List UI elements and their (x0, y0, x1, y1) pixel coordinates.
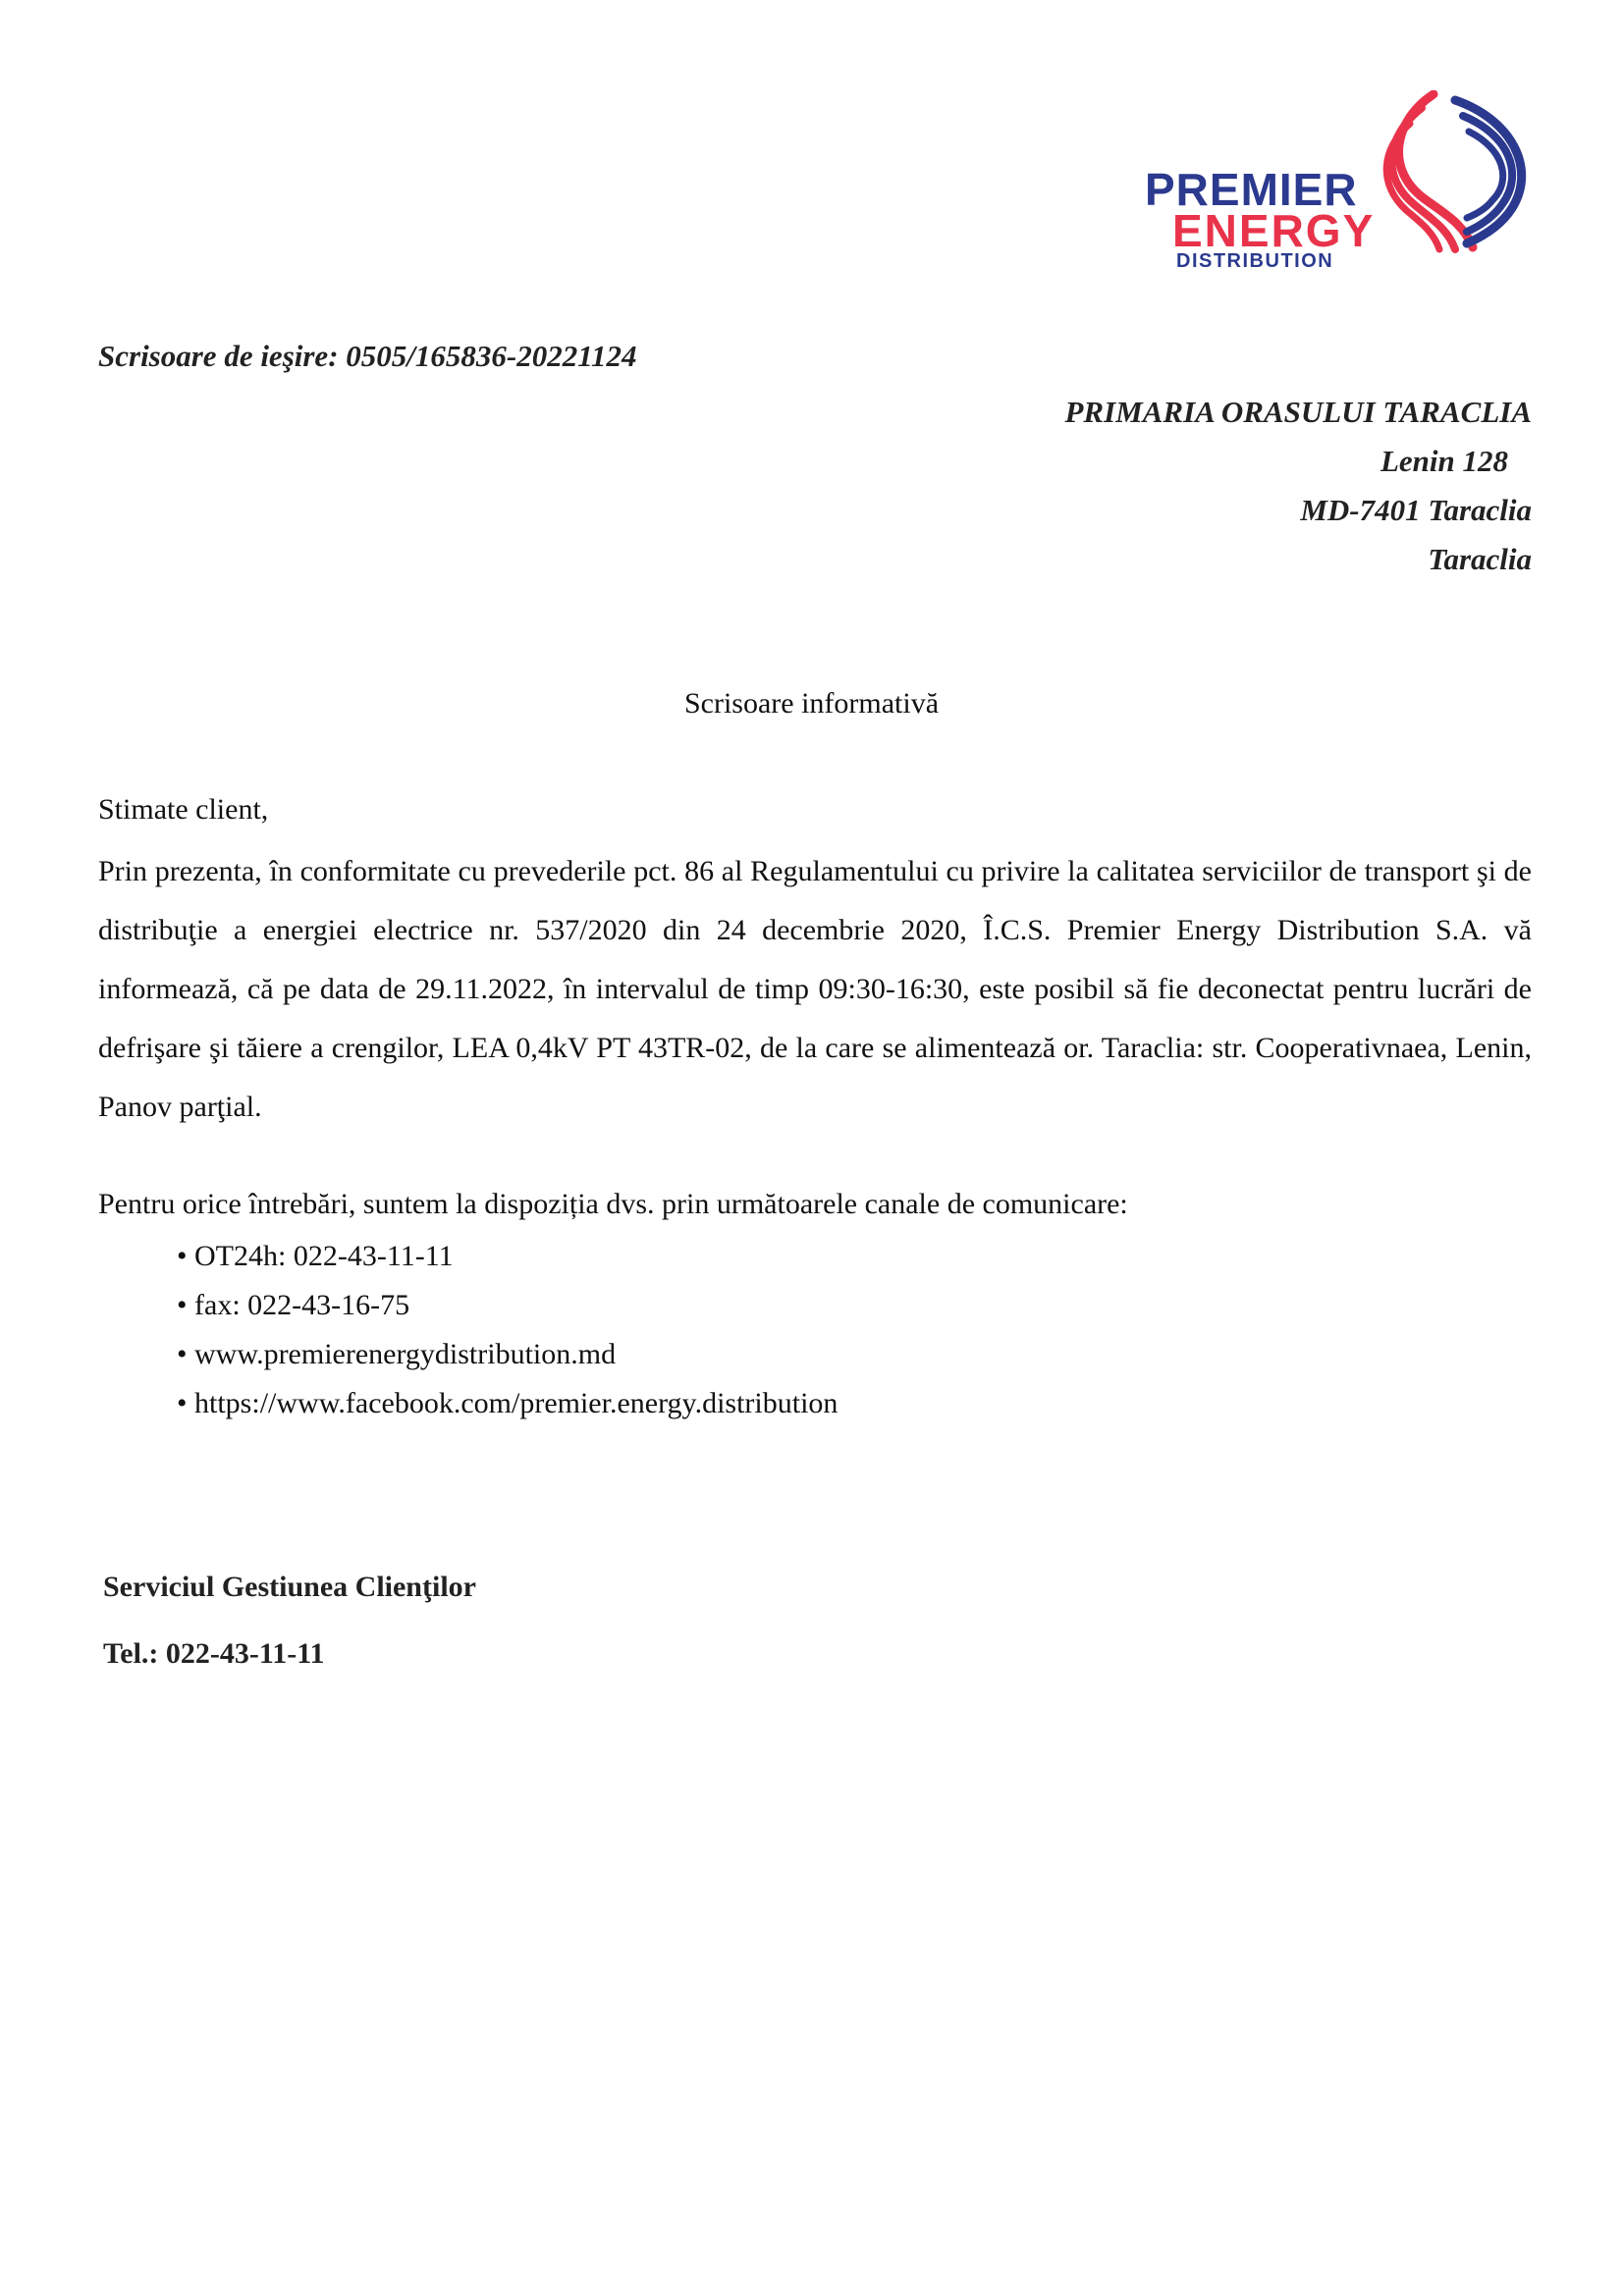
recipient-street: Lenin 128 (1380, 444, 1508, 478)
contact-fax: • fax: 022-43-16-75 (177, 1281, 838, 1330)
recipient-address (1065, 388, 1533, 584)
salutation: Stimate client, (98, 793, 269, 826)
logo-text-distribution: DISTRIBUTION (1176, 250, 1334, 272)
logo-text-energy: ENERGY (1172, 205, 1376, 256)
contact-intro: Pentru orice întrebări, suntem la dispoziția dvs. prin următoarele canale de comunicare: (98, 1188, 1128, 1220)
recipient-name: PRIMARIA ORASULUI TARACLIA (1064, 395, 1532, 429)
recipient-postal-city: MD-7401 Taraclia (1300, 493, 1532, 527)
company-logo (1129, 90, 1542, 287)
contact-facebook: • https://www.facebook.com/premier.energy.distribution (177, 1379, 838, 1428)
signature-phone: Tel.: 022-43-11-11 (103, 1637, 325, 1670)
outgoing-letter-reference: Scrisoare de ieşire: 0505/165836-20221124 (98, 339, 637, 373)
contact-list (177, 1232, 838, 1428)
contact-website: • www.premierenergydistribution.md (177, 1330, 838, 1379)
letter-body: Prin prezenta, în conformitate cu prevederile pct. 86 al Regulamentului cu privire la calitatea serviciilor de transport şi de distribuţie a energiei electrice nr. 537/2020 din 24 decembrie 2020, Î.C.S. Premier Energy Distribution S.A. vă informează, că pe data de 29.11.2022, în intervalul de timp 09:30-16:30, este posibil să fie deconectat pentru lucrări de defrişare şi tăiere a crengilor, LEA 0,4kV PT 43TR-02, de la care se alimentează or. Taraclia: str. Cooperativnaea, Lenin, Panov parţial. (98, 855, 1532, 1123)
recipient-region: Taraclia (1428, 542, 1532, 576)
contact-phone-ot24h: • OT24h: 022-43-11-11 (177, 1232, 838, 1281)
letter-subject: Scrisoare informativă (683, 687, 940, 720)
logo-text-premier: PREMIER (1145, 164, 1358, 215)
signature-department: Serviciul Gestiunea Clienţilor (103, 1571, 476, 1603)
premier-energy-logo-mark-icon (1365, 90, 1542, 257)
